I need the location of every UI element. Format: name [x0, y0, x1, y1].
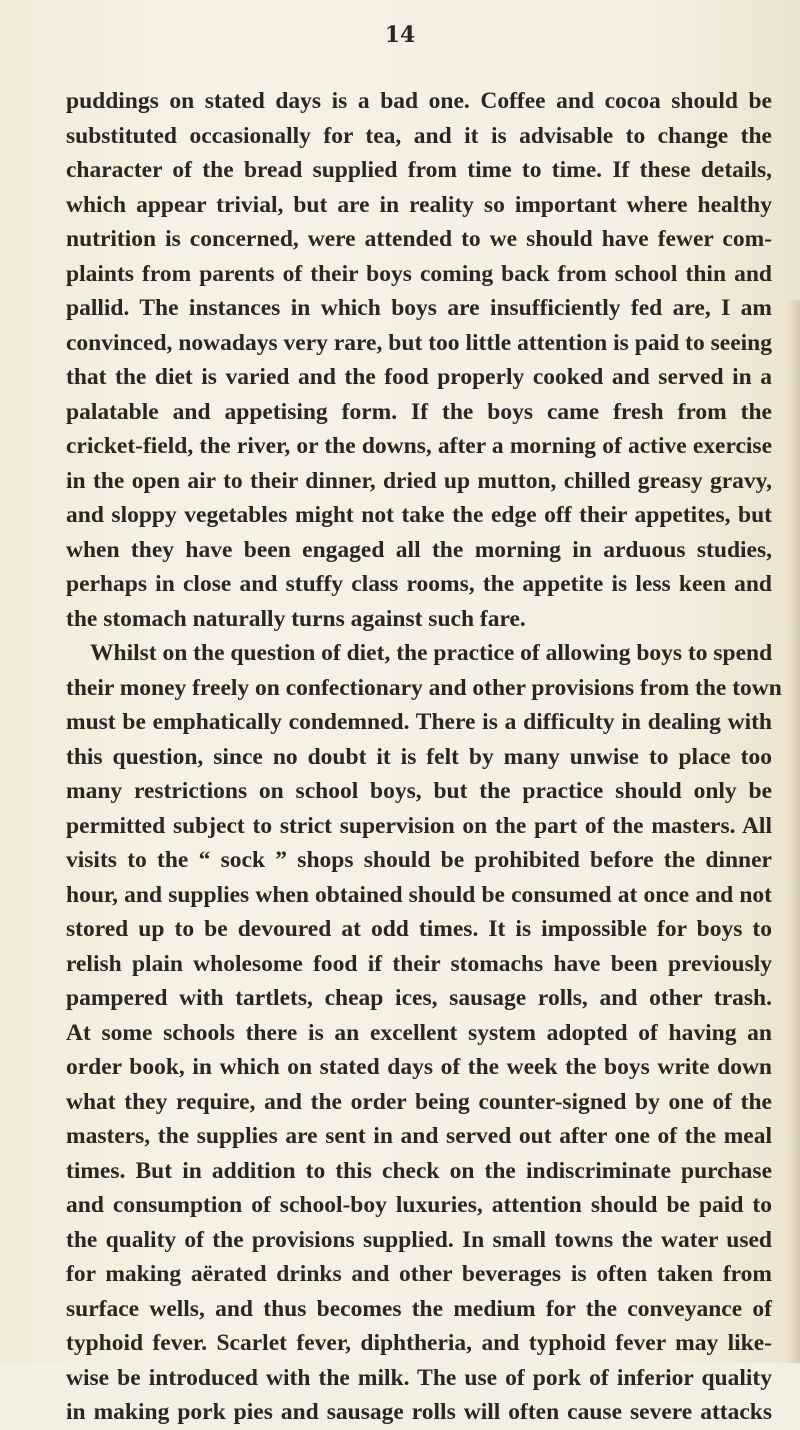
text-line: their money freely on confectionary and other provisions from the town	[66, 674, 782, 701]
text-line: this question, since no doubt it is felt by many unwise to place too	[66, 743, 772, 770]
text-line: pallid. The instances in which boys are insufficiently fed are, I am	[66, 295, 772, 321]
text-line: what they require, and the order being counter-signed by one of the	[66, 1088, 772, 1115]
text-line: cricket-field, the river, or the downs, after a morning of active exercise	[66, 433, 772, 459]
text-line: hour, and supplies when obtained should be consumed at once and not	[66, 881, 772, 908]
text-line: and consumption of school-boy luxuries, attention should be paid to	[66, 1192, 772, 1218]
text-line: many restrictions on school boys, but the practice should only be	[66, 778, 772, 804]
text-line: character of the bread supplied from time to time. If these details,	[66, 157, 772, 183]
text-line: convinced, nowadays very rare, but too little attention is paid to seeing	[66, 329, 772, 356]
text-line: nutrition is concerned, were attended to we should have fewer com-	[66, 226, 772, 252]
paragraph-end-line: the stomach naturally turns against such fare.	[66, 605, 526, 632]
page-edge-shadow	[786, 300, 800, 1363]
text-line: wise be introduced with the milk. The use of pork of inferior quality	[66, 1364, 772, 1391]
text-line: permitted subject to strict supervision on the part of the masters. All	[66, 812, 772, 839]
text-line: surface wells, and thus becomes the medium for the conveyance of	[66, 1295, 772, 1322]
body-text	[66, 84, 782, 1430]
text-line: for making aërated drinks and other beverages is often taken from	[66, 1261, 772, 1287]
text-line: masters, the supplies are sent in and served out after one of the meal	[66, 1123, 772, 1149]
text-line: in the open air to their dinner, dried up mutton, chilled greasy gravy,	[66, 467, 772, 494]
text-line: when they have been engaged all the morning in arduous studies,	[66, 536, 772, 563]
page-number: 14	[384, 22, 416, 48]
text-line: the quality of the provisions supplied. In small towns the water used	[66, 1226, 772, 1253]
text-line: must be emphatically condemned. There is a difficulty in dealing with	[66, 709, 772, 735]
text-line: relish plain wholesome food if their stomachs have been previously	[66, 950, 772, 977]
paragraph-start-line: Whilst on the question of diet, the practice of allowing boys to spend	[90, 640, 773, 666]
text-line: pampered with tartlets, cheap ices, sausage rolls, and other trash.	[66, 985, 772, 1011]
text-line: perhaps in close and stuffy class rooms, the appetite is less keen and	[66, 571, 772, 597]
text-line: visits to the “ sock ” shops should be prohibited before the dinner	[66, 847, 772, 873]
text-line: that the diet is varied and the food properly cooked and served in a	[66, 364, 772, 390]
text-line: order book, in which on stated days of the week the boys write down	[66, 1054, 772, 1080]
text-line: stored up to be devoured at odd times. It is impossible for boys to	[66, 916, 772, 942]
text-line: substituted occasionally for tea, and it is advisable to change the	[66, 122, 772, 149]
text-line: puddings on stated days is a bad one. Coffee and cocoa should be	[66, 88, 772, 114]
text-line: palatable and appetising form. If the boys came fresh from the	[66, 398, 772, 425]
text-line: which appear trivial, but are in reality so important where healthy	[66, 191, 772, 218]
text-line: plaints from parents of their boys coming back from school thin and	[66, 260, 772, 287]
text-line: and sloppy vegetables might not take the edge off their appetites, but	[66, 502, 772, 528]
text-line: At some schools there is an excellent system adopted of having an	[66, 1019, 772, 1046]
text-line: in making pork pies and sausage rolls will often cause severe attacks	[66, 1399, 772, 1425]
text-line: typhoid fever. Scarlet fever, diphtheria, and typhoid fever may like-	[66, 1330, 772, 1356]
text-line: times. But in addition to this check on the indiscriminate purchase	[66, 1157, 772, 1184]
